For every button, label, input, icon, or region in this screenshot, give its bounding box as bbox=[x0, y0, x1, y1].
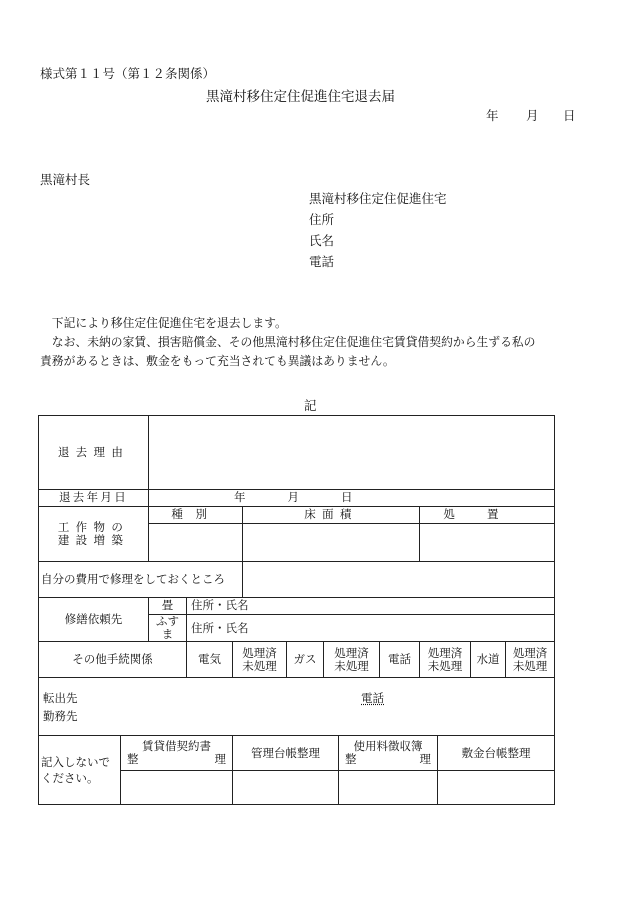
reason-field[interactable] bbox=[149, 416, 555, 490]
addressee: 黒滝村長 bbox=[40, 172, 91, 187]
phone-status[interactable] bbox=[420, 642, 471, 678]
date-day: 日 bbox=[563, 108, 576, 123]
gas-processed: 処理済 bbox=[334, 645, 369, 660]
office-use-header-row bbox=[39, 736, 555, 771]
work-label: 勤務先 bbox=[43, 708, 78, 723]
repair-label: 自分の費用で修理をしておくところ bbox=[39, 562, 243, 598]
fee-ledger-2a: 整 bbox=[345, 752, 357, 767]
rental-ledger-field[interactable] bbox=[121, 771, 233, 805]
date-year: 年 bbox=[486, 108, 499, 123]
body-text bbox=[40, 316, 585, 368]
gas-unprocessed: 未処理 bbox=[334, 658, 369, 673]
fee-ledger-1: 使用料徴収簿 bbox=[353, 739, 423, 754]
rental-ledger-2a: 整 bbox=[127, 752, 139, 767]
document-title: 黒滝村移住定住促進住宅退去届 bbox=[206, 89, 395, 105]
no-fill-notice bbox=[39, 736, 121, 805]
management-ledger-field[interactable] bbox=[233, 771, 339, 805]
phone-label: 電話 bbox=[380, 642, 420, 678]
construction-type-field[interactable] bbox=[149, 524, 243, 562]
move-label: 転出先 bbox=[43, 691, 78, 706]
water-status[interactable] bbox=[506, 642, 555, 678]
date-field[interactable] bbox=[149, 490, 555, 507]
reason-row bbox=[39, 416, 555, 490]
no-fill-1: 記入しないで bbox=[41, 755, 110, 770]
move-out-table bbox=[38, 415, 555, 805]
other-procedures-row bbox=[39, 642, 555, 678]
col-type: 種別 bbox=[149, 507, 243, 524]
construction-label bbox=[39, 507, 149, 562]
applicant-address-label: 住所 bbox=[309, 212, 335, 227]
rental-ledger-2b: 理 bbox=[214, 752, 226, 767]
body-line-2: なお、未納の家賃、損害賠償金、その他黒滝村移住定住促進住宅賃貸借契約から生ずる私の bbox=[51, 335, 536, 350]
body-line-3: 責務があるときは、敷金をもって充当されても異議はありません。 bbox=[40, 354, 395, 369]
col-floor: 床面積 bbox=[243, 507, 420, 524]
construction-label-2: 建設増築 bbox=[57, 533, 130, 547]
repair-field[interactable] bbox=[243, 562, 555, 598]
management-ledger-header: 管理台帳整理 bbox=[233, 736, 339, 771]
reason-label: 退去理由 bbox=[39, 416, 149, 490]
construction-header-row bbox=[39, 507, 555, 524]
ki-heading: 記 bbox=[304, 398, 317, 413]
phone-unprocessed: 未処理 bbox=[427, 658, 463, 673]
date-row bbox=[39, 490, 555, 507]
electric-unprocessed: 未処理 bbox=[242, 658, 277, 673]
no-fill-2: ください。 bbox=[41, 771, 99, 786]
destination-row bbox=[39, 678, 555, 736]
electric-status[interactable] bbox=[233, 642, 287, 678]
other-procedures-label: その他手続関係 bbox=[39, 642, 187, 678]
applicant-name-label: 氏名 bbox=[309, 233, 335, 248]
water-processed: 処理済 bbox=[512, 645, 548, 660]
gas-label: ガス bbox=[287, 642, 324, 678]
form-number: 様式第１１号（第１２条関係） bbox=[40, 66, 216, 81]
electric-label: 電気 bbox=[187, 642, 233, 678]
fusuma-label: ふすま bbox=[149, 615, 187, 642]
fee-ledger-field[interactable] bbox=[339, 771, 438, 805]
repair-request-row-tatami bbox=[39, 598, 555, 615]
tatami-label: 畳 bbox=[149, 598, 187, 615]
date-label: 退去年月日 bbox=[39, 490, 149, 507]
body-line-1: 下記により移住定住促進住宅を退去します。 bbox=[51, 316, 287, 330]
deposit-ledger-field[interactable] bbox=[438, 771, 555, 805]
repair-row bbox=[39, 562, 555, 598]
fusuma-address-name: 住所・氏名 bbox=[191, 620, 249, 635]
fee-ledger-header bbox=[339, 736, 438, 771]
tatami-contact-field[interactable] bbox=[187, 598, 555, 615]
phone-processed: 処理済 bbox=[427, 645, 463, 660]
destination-phone-label: 電話 bbox=[361, 691, 384, 706]
construction-label-1: 工作物の bbox=[57, 519, 130, 534]
date-month: 月 bbox=[526, 108, 539, 123]
date-field-month: 月 bbox=[287, 490, 299, 505]
rental-ledger-header bbox=[121, 736, 233, 771]
construction-disposal-field[interactable] bbox=[420, 524, 555, 562]
col-disposal: 処置 bbox=[420, 507, 555, 524]
repair-request-label: 修繕依頼先 bbox=[39, 598, 149, 642]
construction-floor-field[interactable] bbox=[243, 524, 420, 562]
tatami-address-name: 住所・氏名 bbox=[191, 598, 249, 613]
water-unprocessed: 未処理 bbox=[512, 658, 548, 673]
date-field-day: 日 bbox=[341, 490, 353, 505]
deposit-ledger-header: 敷金台帳整理 bbox=[438, 736, 555, 771]
fusuma-contact-field[interactable] bbox=[187, 615, 555, 642]
date-field-year: 年 bbox=[234, 490, 246, 505]
applicant-phone-label: 電話 bbox=[309, 254, 335, 269]
destination-field[interactable] bbox=[39, 678, 555, 736]
electric-processed: 処理済 bbox=[242, 645, 277, 660]
gas-status[interactable] bbox=[324, 642, 380, 678]
rental-ledger-1: 賃貸借契約書 bbox=[142, 739, 211, 754]
water-label: 水道 bbox=[471, 642, 506, 678]
fee-ledger-2b: 理 bbox=[419, 752, 431, 767]
applicant-facility: 黒滝村移住定住促進住宅 bbox=[309, 191, 447, 206]
